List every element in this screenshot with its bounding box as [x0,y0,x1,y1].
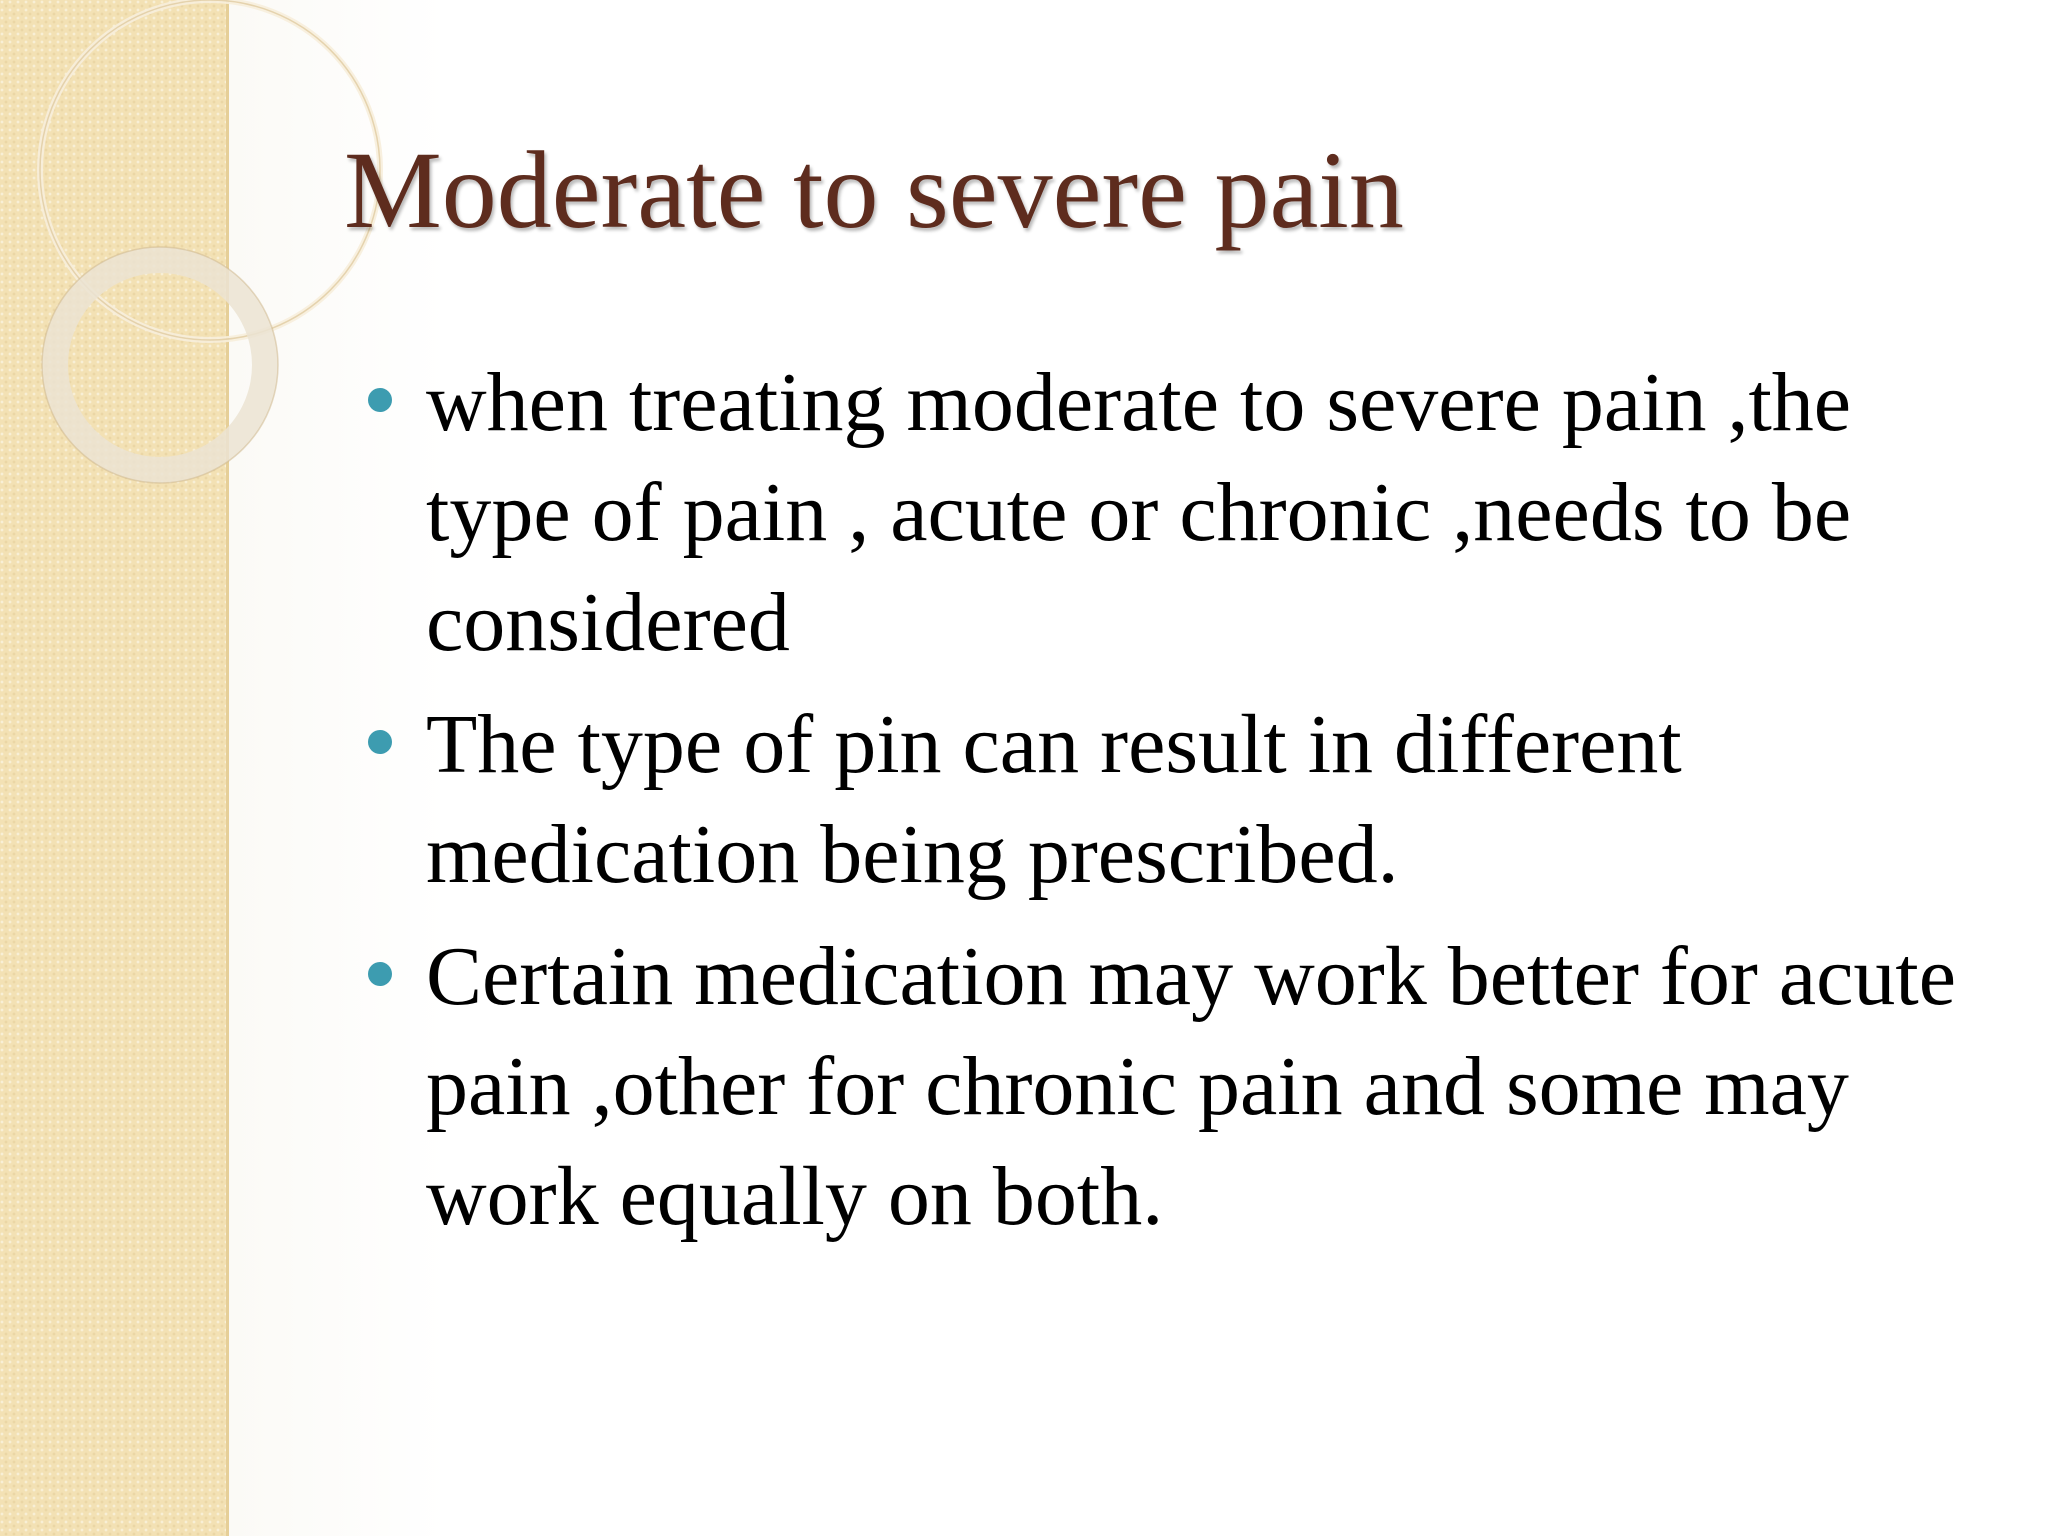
bullet-item [346,922,1986,1252]
bullet-text: The type of pin can result in different medication being prescribed. [426,698,1682,901]
bullet-dot-icon [368,730,392,754]
bullet-text: Certain medication may work better for acute pain ,other for chronic pain and some may work equally on both. [426,930,1957,1243]
slide-title: Moderate to severe pain [344,129,1404,251]
decorative-rings-icon [0,0,300,560]
bullet-dot-icon [368,962,392,986]
bullet-item [346,690,1986,910]
bullet-list [346,348,1986,1264]
bullet-dot-icon [368,388,392,412]
bullet-item [346,348,1986,678]
bullet-text: when treating moderate to severe pain ,the type of pain , acute or chronic ,needs to be considered [426,356,1852,669]
